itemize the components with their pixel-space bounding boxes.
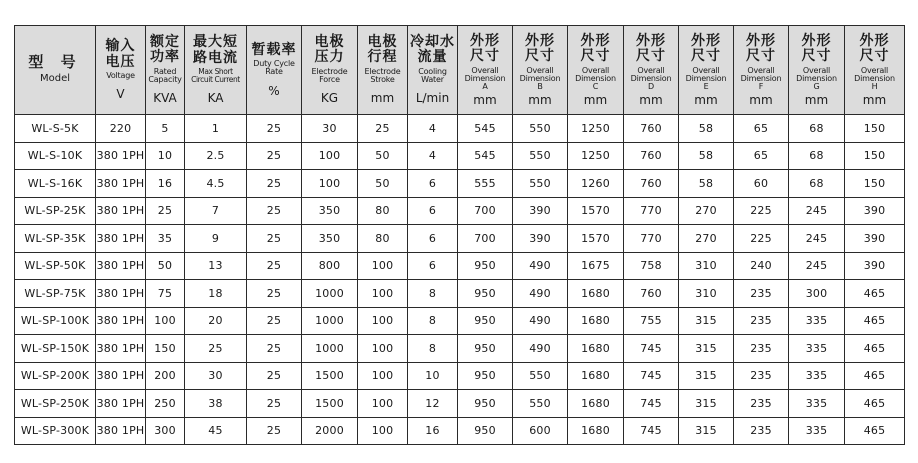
header-zh: 外形 尺寸 (801, 32, 832, 65)
table-cell: 80 (358, 225, 408, 253)
header-zh: 输入 电压 (105, 38, 136, 70)
table-cell: 950 (458, 252, 513, 280)
table-cell: 65 (734, 142, 789, 170)
header-zh: 外形 尺寸 (470, 32, 500, 65)
table-cell: 100 (302, 170, 358, 198)
table-cell: 25 (247, 280, 302, 308)
header-zh: 额定 功率 (150, 33, 180, 66)
table-cell: 1680 (568, 307, 624, 335)
table-cell: 25 (247, 170, 302, 198)
table-cell: 240 (734, 252, 789, 280)
table-row (15, 142, 905, 170)
table-cell: 6 (408, 252, 458, 280)
table-cell: 1250 (568, 142, 624, 170)
table-cell: 58 (679, 115, 734, 143)
table-cell: 4.5 (185, 170, 247, 198)
header-en: Overall Dimension D (630, 65, 672, 92)
table-cell: 225 (734, 225, 789, 253)
header-zh: 电极 行程 (367, 33, 398, 66)
header-en: Overall Dimension B (519, 65, 561, 92)
header-en: Electrode Force (311, 66, 348, 85)
table-cell: 25 (247, 252, 302, 280)
table-cell: 1680 (568, 390, 624, 418)
table-cell: 490 (513, 335, 568, 363)
table-cell: 20 (185, 307, 247, 335)
table-cell: 1000 (302, 280, 358, 308)
table-cell: 10 (408, 362, 458, 390)
table-cell: 550 (513, 170, 568, 198)
header-unit: mm (804, 92, 829, 107)
table-cell: 60 (734, 170, 789, 198)
header-en: Overall Dimension H (854, 65, 895, 92)
table-cell: 245 (789, 225, 845, 253)
table-cell: 6 (408, 225, 458, 253)
table-cell: 300 (146, 417, 185, 445)
table-row (15, 307, 905, 335)
table-cell: 35 (146, 225, 185, 253)
table-cell: 465 (845, 390, 905, 418)
table-cell: 380 1PH (96, 142, 146, 170)
header-row (15, 26, 905, 115)
table-cell: 68 (789, 115, 845, 143)
table-cell: 700 (458, 225, 513, 253)
table-cell: 760 (624, 115, 679, 143)
header-cell (568, 26, 624, 115)
table-cell: 25 (247, 417, 302, 445)
table-cell: 100 (358, 280, 408, 308)
table-cell: 1 (185, 115, 247, 143)
table-cell: 68 (789, 142, 845, 170)
table-cell: 335 (789, 390, 845, 418)
table-cell: 25 (247, 115, 302, 143)
table-cell: 30 (302, 115, 358, 143)
table-cell: 100 (358, 252, 408, 280)
table-cell: 58 (679, 142, 734, 170)
header-unit: L/min (415, 91, 450, 106)
table-cell: 18 (185, 280, 247, 308)
table-row (15, 390, 905, 418)
header-en: Electrode Stroke (364, 66, 401, 85)
table-cell: 4 (408, 142, 458, 170)
model-cell: WL-S-10K (15, 142, 96, 170)
table-cell: 100 (146, 307, 185, 335)
header-en: Overall Dimension G (796, 65, 837, 92)
table-cell: 310 (679, 280, 734, 308)
table-cell: 760 (624, 170, 679, 198)
table-cell: 380 1PH (96, 170, 146, 198)
table-cell: 745 (624, 417, 679, 445)
table-cell: 390 (845, 197, 905, 225)
table-cell: 380 1PH (96, 252, 146, 280)
header-en: Model (39, 73, 71, 85)
table-cell: 150 (146, 335, 185, 363)
table-header (15, 26, 905, 115)
table-row (15, 115, 905, 143)
table-cell: 550 (513, 390, 568, 418)
table-cell: 25 (247, 307, 302, 335)
table-cell: 950 (458, 362, 513, 390)
header-cell (247, 26, 302, 115)
header-unit: KA (207, 90, 224, 105)
table-cell: 235 (734, 307, 789, 335)
table-cell: 1260 (568, 170, 624, 198)
table-cell: 1000 (302, 335, 358, 363)
header-unit: KG (320, 91, 339, 106)
table-cell: 950 (458, 335, 513, 363)
model-cell: WL-SP-25K (15, 197, 96, 225)
table-cell: 760 (624, 142, 679, 170)
header-cell (624, 26, 679, 115)
table-cell: 4 (408, 115, 458, 143)
table-cell: 25 (185, 335, 247, 363)
table-cell: 1680 (568, 362, 624, 390)
table-cell: 380 1PH (96, 390, 146, 418)
header-cell (679, 26, 734, 115)
table-cell: 758 (624, 252, 679, 280)
table-cell: 550 (513, 362, 568, 390)
header-unit: mm (583, 92, 608, 107)
table-cell: 380 1PH (96, 362, 146, 390)
table-cell: 950 (458, 417, 513, 445)
table-cell: 30 (185, 362, 247, 390)
table-cell: 25 (247, 197, 302, 225)
table-cell: 745 (624, 335, 679, 363)
table-cell: 335 (789, 417, 845, 445)
table-cell: 100 (358, 362, 408, 390)
table-cell: 390 (513, 225, 568, 253)
header-zh: 外形 尺寸 (636, 32, 666, 65)
table-cell: 315 (679, 362, 734, 390)
table-cell: 490 (513, 252, 568, 280)
table-cell: 270 (679, 225, 734, 253)
header-cell (302, 26, 358, 115)
table-cell: 1000 (302, 307, 358, 335)
table-cell: 770 (624, 225, 679, 253)
header-zh: 外形 尺寸 (746, 32, 776, 65)
table-row (15, 225, 905, 253)
table-cell: 150 (845, 142, 905, 170)
header-en: Overall Dimension E (685, 65, 727, 92)
table-cell: 315 (679, 417, 734, 445)
table-cell: 315 (679, 335, 734, 363)
table-cell: 270 (679, 197, 734, 225)
header-unit: mm (639, 92, 663, 107)
table-cell: 1680 (568, 335, 624, 363)
header-unit: mm (749, 92, 773, 107)
table-cell: 235 (734, 390, 789, 418)
header-cell (458, 26, 513, 115)
table-cell: 390 (513, 197, 568, 225)
table-cell: 545 (458, 115, 513, 143)
table-cell: 380 1PH (96, 225, 146, 253)
table-cell: 700 (458, 197, 513, 225)
model-cell: WL-SP-50K (15, 252, 96, 280)
table-cell: 465 (845, 280, 905, 308)
spec-table (14, 25, 905, 445)
header-model (15, 26, 96, 115)
table-cell: 25 (247, 335, 302, 363)
table-cell: 550 (513, 115, 568, 143)
table-cell: 75 (146, 280, 185, 308)
table-cell: 50 (146, 252, 185, 280)
table-cell: 1500 (302, 390, 358, 418)
header-cell (96, 26, 146, 115)
header-en: Rated Capacity (148, 66, 182, 85)
table-cell: 68 (789, 170, 845, 198)
table-cell: 16 (408, 417, 458, 445)
header-unit: mm (862, 92, 887, 107)
header-en: Voltage (106, 70, 135, 80)
table-cell: 315 (679, 390, 734, 418)
model-cell: WL-SP-300K (15, 417, 96, 445)
header-cell (789, 26, 845, 115)
table-cell: 390 (845, 225, 905, 253)
header-cell (734, 26, 789, 115)
header-cell (845, 26, 905, 115)
table-cell: 100 (358, 307, 408, 335)
header-unit: mm (370, 91, 395, 106)
table-cell: 335 (789, 307, 845, 335)
header-en: Max Short Circuit Current (191, 67, 240, 85)
table-cell: 16 (146, 170, 185, 198)
header-zh: 外形 尺寸 (580, 32, 611, 65)
table-cell: 80 (358, 197, 408, 225)
table-cell: 800 (302, 252, 358, 280)
table-cell: 545 (458, 142, 513, 170)
header-zh: 暂载率 (251, 41, 297, 58)
table-cell: 38 (185, 390, 247, 418)
table-cell: 65 (734, 115, 789, 143)
header-zh: 外形 尺寸 (525, 32, 555, 65)
table-cell: 235 (734, 335, 789, 363)
table-cell: 6 (408, 170, 458, 198)
header-zh: 外形 尺寸 (859, 32, 890, 65)
model-cell: WL-SP-35K (15, 225, 96, 253)
table-cell: 25 (146, 197, 185, 225)
table-cell: 315 (679, 307, 734, 335)
table-cell: 1570 (568, 225, 624, 253)
table-cell: 10 (146, 142, 185, 170)
table-row (15, 197, 905, 225)
table-cell: 245 (789, 197, 845, 225)
table-cell: 1680 (568, 280, 624, 308)
model-cell: WL-SP-250K (15, 390, 96, 418)
table-cell: 245 (789, 252, 845, 280)
header-cell (408, 26, 458, 115)
table-cell: 58 (679, 170, 734, 198)
table-cell: 6 (408, 197, 458, 225)
table-cell: 380 1PH (96, 417, 146, 445)
table-cell: 550 (513, 142, 568, 170)
header-zh: 电极 压力 (314, 33, 345, 66)
header-zh: 最大短 路电流 (193, 34, 238, 66)
header-zh: 冷却水 流量 (410, 33, 455, 66)
table-cell: 13 (185, 252, 247, 280)
table-cell: 490 (513, 307, 568, 335)
table-cell: 1250 (568, 115, 624, 143)
table-cell: 755 (624, 307, 679, 335)
table-cell: 380 1PH (96, 307, 146, 335)
table-row (15, 252, 905, 280)
table-cell: 100 (358, 335, 408, 363)
header-en: Overall Dimension F (740, 65, 782, 92)
table-cell: 465 (845, 307, 905, 335)
header-cell (146, 26, 185, 115)
table-cell: 745 (624, 390, 679, 418)
table-cell: 8 (408, 307, 458, 335)
table-cell: 45 (185, 417, 247, 445)
table-cell: 300 (789, 280, 845, 308)
table-cell: 1570 (568, 197, 624, 225)
header-zh: 型 号 (28, 53, 82, 72)
table-cell: 380 1PH (96, 335, 146, 363)
header-unit: mm (528, 92, 552, 107)
header-unit: KVA (153, 91, 177, 106)
header-en: Cooling Water (418, 66, 447, 85)
table-cell: 100 (302, 142, 358, 170)
table-cell: 950 (458, 307, 513, 335)
table-cell: 7 (185, 197, 247, 225)
table-cell: 150 (845, 170, 905, 198)
table-cell: 745 (624, 362, 679, 390)
table-cell: 760 (624, 280, 679, 308)
table-cell: 2.5 (185, 142, 247, 170)
table-cell: 490 (513, 280, 568, 308)
table-cell: 380 1PH (96, 280, 146, 308)
table-cell: 335 (789, 335, 845, 363)
model-cell: WL-S-16K (15, 170, 96, 198)
header-en: Duty Cycle Rate (253, 59, 295, 77)
table-row (15, 280, 905, 308)
header-unit: mm (473, 92, 497, 107)
header-en: Overall Dimension A (464, 65, 506, 92)
table-cell: 220 (96, 115, 146, 143)
table-cell: 1675 (568, 252, 624, 280)
table-cell: 5 (146, 115, 185, 143)
table-cell: 150 (845, 115, 905, 143)
table-cell: 235 (734, 362, 789, 390)
table-cell: 2000 (302, 417, 358, 445)
table-cell: 1680 (568, 417, 624, 445)
header-cell (358, 26, 408, 115)
table-cell: 350 (302, 225, 358, 253)
table-cell: 465 (845, 417, 905, 445)
table-cell: 235 (734, 417, 789, 445)
table-row (15, 362, 905, 390)
table-cell: 335 (789, 362, 845, 390)
table-cell: 50 (358, 142, 408, 170)
header-cell (185, 26, 247, 115)
table-cell: 25 (247, 142, 302, 170)
table-cell: 12 (408, 390, 458, 418)
model-cell: WL-SP-100K (15, 307, 96, 335)
table-row (15, 335, 905, 363)
table-cell: 50 (358, 170, 408, 198)
table-cell: 465 (845, 335, 905, 363)
model-cell: WL-SP-75K (15, 280, 96, 308)
header-en: Overall Dimension C (575, 65, 616, 92)
table-row (15, 417, 905, 445)
table-cell: 9 (185, 225, 247, 253)
table-cell: 310 (679, 252, 734, 280)
table-cell: 465 (845, 362, 905, 390)
table-body (15, 115, 905, 445)
table-cell: 225 (734, 197, 789, 225)
model-cell: WL-SP-150K (15, 335, 96, 363)
table-cell: 250 (146, 390, 185, 418)
table-cell: 25 (358, 115, 408, 143)
table-cell: 390 (845, 252, 905, 280)
table-cell: 555 (458, 170, 513, 198)
header-zh: 外形 尺寸 (691, 32, 721, 65)
table-cell: 600 (513, 417, 568, 445)
table-cell: 8 (408, 280, 458, 308)
header-unit: % (268, 83, 280, 98)
table-row (15, 170, 905, 198)
table-cell: 770 (624, 197, 679, 225)
header-unit: V (116, 87, 125, 102)
table-cell: 350 (302, 197, 358, 225)
table-cell: 100 (358, 417, 408, 445)
header-cell (513, 26, 568, 115)
table-cell: 1500 (302, 362, 358, 390)
table-cell: 380 1PH (96, 197, 146, 225)
table-cell: 25 (247, 362, 302, 390)
model-cell: WL-S-5K (15, 115, 96, 143)
header-unit: mm (694, 92, 718, 107)
table-cell: 100 (358, 390, 408, 418)
table-cell: 950 (458, 280, 513, 308)
table-cell: 25 (247, 390, 302, 418)
table-cell: 235 (734, 280, 789, 308)
model-cell: WL-SP-200K (15, 362, 96, 390)
table-cell: 25 (247, 225, 302, 253)
table-cell: 950 (458, 390, 513, 418)
table-cell: 200 (146, 362, 185, 390)
table-cell: 8 (408, 335, 458, 363)
